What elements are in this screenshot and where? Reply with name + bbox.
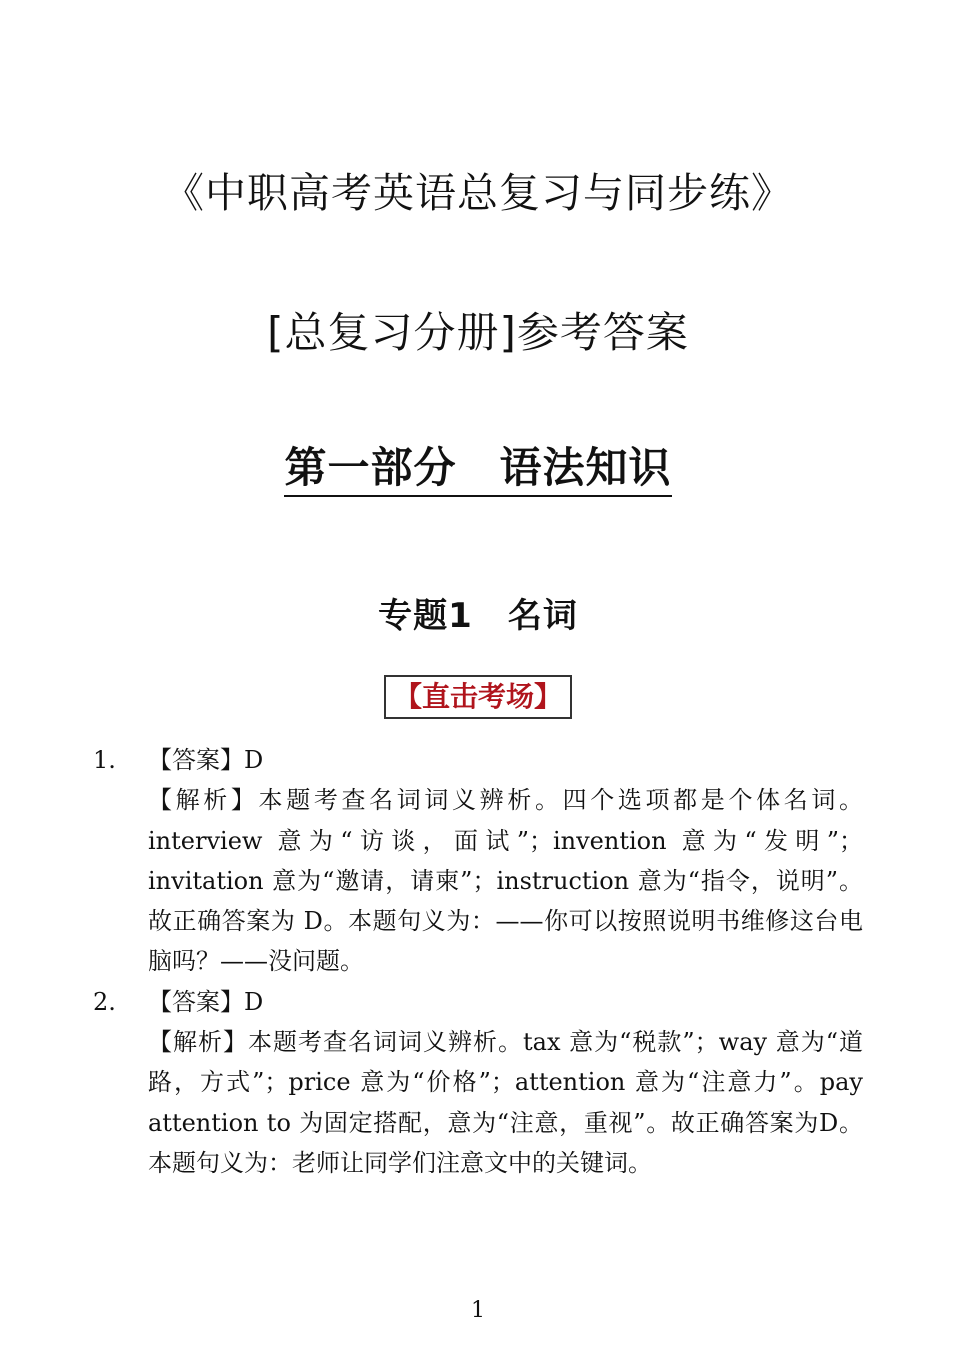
item-number: 1.: [93, 746, 116, 774]
section-label-wrap: [0, 675, 956, 719]
answer-item: [0, 982, 956, 1183]
book-title: 《中职高考英语总复习与同步练》: [163, 169, 793, 217]
item-explanation: 【解析】本题考查名词词义辨析。tax 意为“税款”；way 意为“道路，方式”；price 意为“价格”；attention 意为“注意力”。pay attention to 为固定搭配，意为“注意，重视”。故正确答案为D。本题句义为：老师让同学们注意文中的关键词。: [148, 1028, 863, 1177]
item-number: 2.: [93, 987, 116, 1016]
item-explanation: 【解析】本题考查名词词义辨析。四个选项都是个体名词。interview 意为“访谈，面试”；invention 意为“发明”；invitation 意为“邀请，请柬”；instruction 意为“指令，说明”。故正确答案为 D。本题句义为：——你可以按照说明书维修这台电脑吗？——没问题。: [148, 786, 863, 976]
part-title-wrap: [0, 443, 956, 497]
answer-item: [0, 740, 956, 982]
item-answer: 【答案】D: [148, 987, 264, 1016]
volume-title: [总复习分册]参考答案: [267, 308, 689, 357]
answer-list: [0, 740, 956, 1183]
page-number: 1: [471, 1298, 485, 1323]
item-answer: 【答案】D: [148, 746, 264, 774]
topic-title: 专题1 名词: [378, 596, 578, 636]
section-label: 【直击考场】: [384, 675, 572, 719]
part-title: 第一部分 语法知识: [284, 443, 671, 497]
